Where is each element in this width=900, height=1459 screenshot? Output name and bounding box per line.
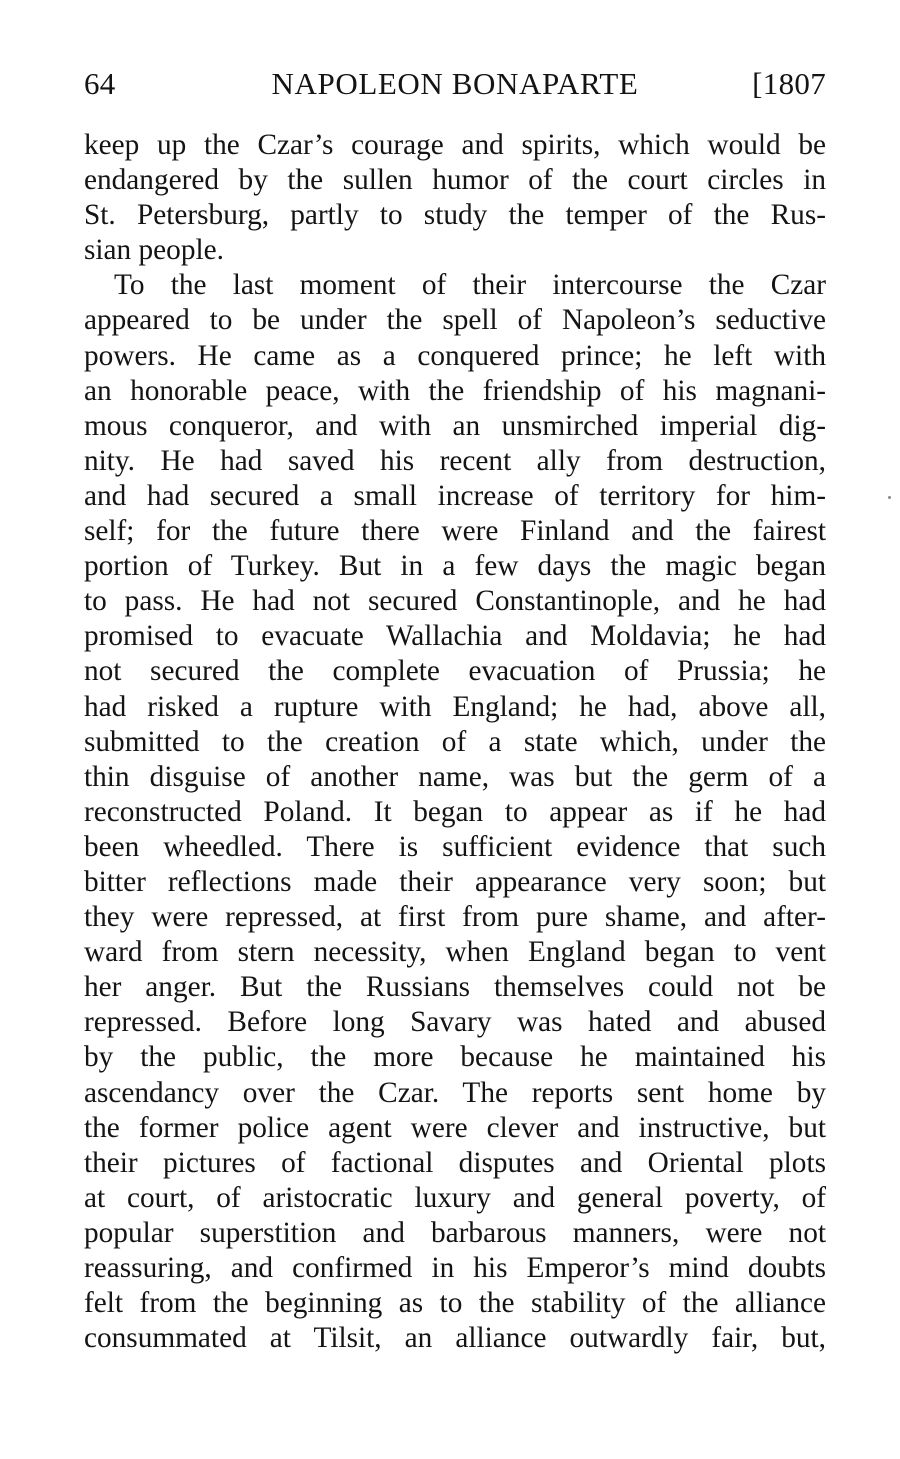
page-number: 64 (84, 66, 116, 101)
text-line: endangered by the sullen humor of the court circles in (84, 164, 826, 197)
scan-speck (888, 496, 891, 499)
text-line: repressed. Before long Savary was hated and abused (84, 1006, 826, 1039)
text-line: sian people. (84, 234, 224, 267)
text-line: appeared to be under the spell of Napoleon’s seductive (84, 304, 826, 337)
text-line: by the public, the more because he maintained his (84, 1041, 826, 1074)
text-line: powers. He came as a conquered prince; he left with (84, 339, 826, 372)
text-line: had risked a rupture with England; he had, above all, (84, 690, 826, 723)
text-line: the former police agent were clever and instructive, but (84, 1111, 826, 1144)
text-line: thin disguise of another name, was but the germ of a (84, 760, 826, 793)
running-title: NAPOLEON BONAPARTE (271, 66, 639, 101)
text-line: her anger. But the Russians themselves could not be (84, 971, 826, 1004)
text-line: promised to evacuate Wallachia and Moldavia; he had (84, 620, 826, 653)
text-line: to pass. He had not secured Constantinople, and he had (84, 585, 826, 618)
text-line: self; for the future there were Finland and the fairest (84, 515, 826, 548)
text-line: they were repressed, at first from pure shame, and after- (84, 901, 826, 934)
text-line: St. Petersburg, partly to study the temper of the Rus- (84, 199, 826, 232)
text-line: at court, of aristocratic luxury and general poverty, of (84, 1181, 826, 1214)
text-line: keep up the Czar’s courage and spirits, which would be (84, 129, 826, 161)
text-line: nity. He had saved his recent ally from destruction, (84, 444, 826, 477)
text-line: bitter reflections made their appearance very soon; but (84, 865, 826, 898)
text-line: been wheedled. There is sufficient evidence that such (84, 830, 826, 863)
text-line: ward from stern necessity, when England began to vent (84, 936, 826, 969)
text-line: submitted to the creation of a state which, under the (84, 725, 826, 758)
text-line: portion of Turkey. But in a few days the magic began (84, 550, 826, 583)
text-line: popular superstition and barbarous manners, were not (84, 1216, 826, 1249)
text-line: ascendancy over the Czar. The reports sent home by (84, 1076, 826, 1109)
text-line: not secured the complete evacuation of Prussia; he (84, 655, 826, 688)
text-line: felt from the beginning as to the stability of the alliance (84, 1287, 826, 1320)
text-line: and had secured a small increase of territory for him- (84, 479, 826, 512)
text-line: reconstructed Poland. It began to appear as if he had (84, 795, 826, 828)
running-head (84, 64, 826, 104)
text-line: consummated at Tilsit, an alliance outwardly fair, but, (84, 1322, 826, 1355)
text-line: To the last moment of their intercourse the Czar (114, 269, 826, 302)
text-line: an honorable peace, with the friendship of his magnani- (84, 374, 826, 407)
running-year: [1807 (752, 66, 826, 101)
body-text (84, 128, 826, 1356)
text-line: mous conqueror, and with an unsmirched imperial dig- (84, 409, 826, 442)
text-line: reassuring, and confirmed in his Emperor’s mind doubts (84, 1252, 826, 1284)
text-line: their pictures of factional disputes and Oriental plots (84, 1146, 826, 1179)
